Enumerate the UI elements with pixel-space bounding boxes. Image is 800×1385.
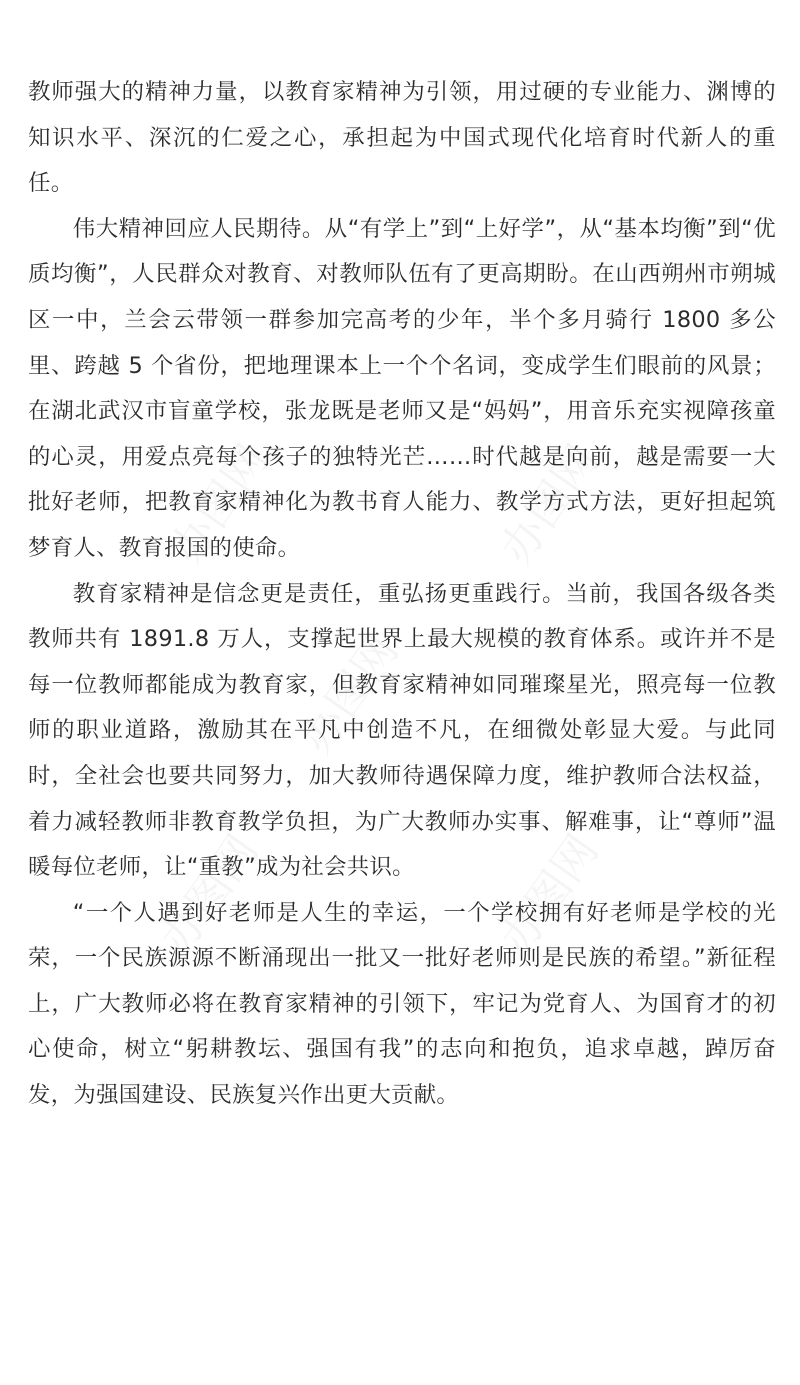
- paragraph: 教育家精神是信念更是责任，重弘扬更重践行。当前，我国各级各类教师共有 1891.8 万人，支撑起世界上最大规模的教育体系。或许并不是每一位教师都能成为教育家，但教育家精神如同璀璨星光，照亮每一位教师的职业道路，激励其在平凡中创造不凡，在细微处彰显大爱。与此同时，全社会也要共同努力，加大教师待遇保障力度，维护教师合法权益，着力减轻教师非教育教学负担，为广大教师办实事、解难事，让“尊师”温暖每位老师，让“重教”成为社会共识。: [28, 580, 776, 881]
- paragraph: 伟大精神回应人民期待。从“有学上”到“上好学”，从“基本均衡”到“优质均衡”，人民群众对教育、对教师队伍有了更高期盼。在山西朔州市朔城区一中，兰会云带领一群参加完高考的少年，半个多月骑行 1800 多公里、跨越 5 个省份，把地理课本上一个个名词，变成学生们眼前的风景；在湖北武汉市盲童学校，张龙既是老师又是“妈妈”，用音乐充实视障孩童的心灵，用爱点亮每个孩子的独特光芒……时代越是向前，越是需要一大批好老师，把教育家精神化为教书育人能力、教学方式方法，更好担起筑梦育人、教育报国的使命。: [28, 215, 776, 561]
- article-body: [28, 70, 776, 1119]
- paragraph: “一个人遇到好老师是人生的幸运，一个学校拥有好老师是学校的光荣，一个民族源源不断涌现出一批又一批好老师则是民族的希望。”新征程上，广大教师必将在教育家精神的引领下，牢记为党育人、为国育才的初心使命，树立“躬耕教坛、强国有我”的志向和抱负，追求卓越，踔厉奋发，为强国建设、民族复兴作出更大贡献。: [28, 899, 776, 1109]
- paragraph-continued: 教师强大的精神力量，以教育家精神为引领，用过硬的专业能力、渊博的知识水平、深沉的仁爱之心，承担起为中国式现代化培育时代新人的重任。: [28, 79, 776, 197]
